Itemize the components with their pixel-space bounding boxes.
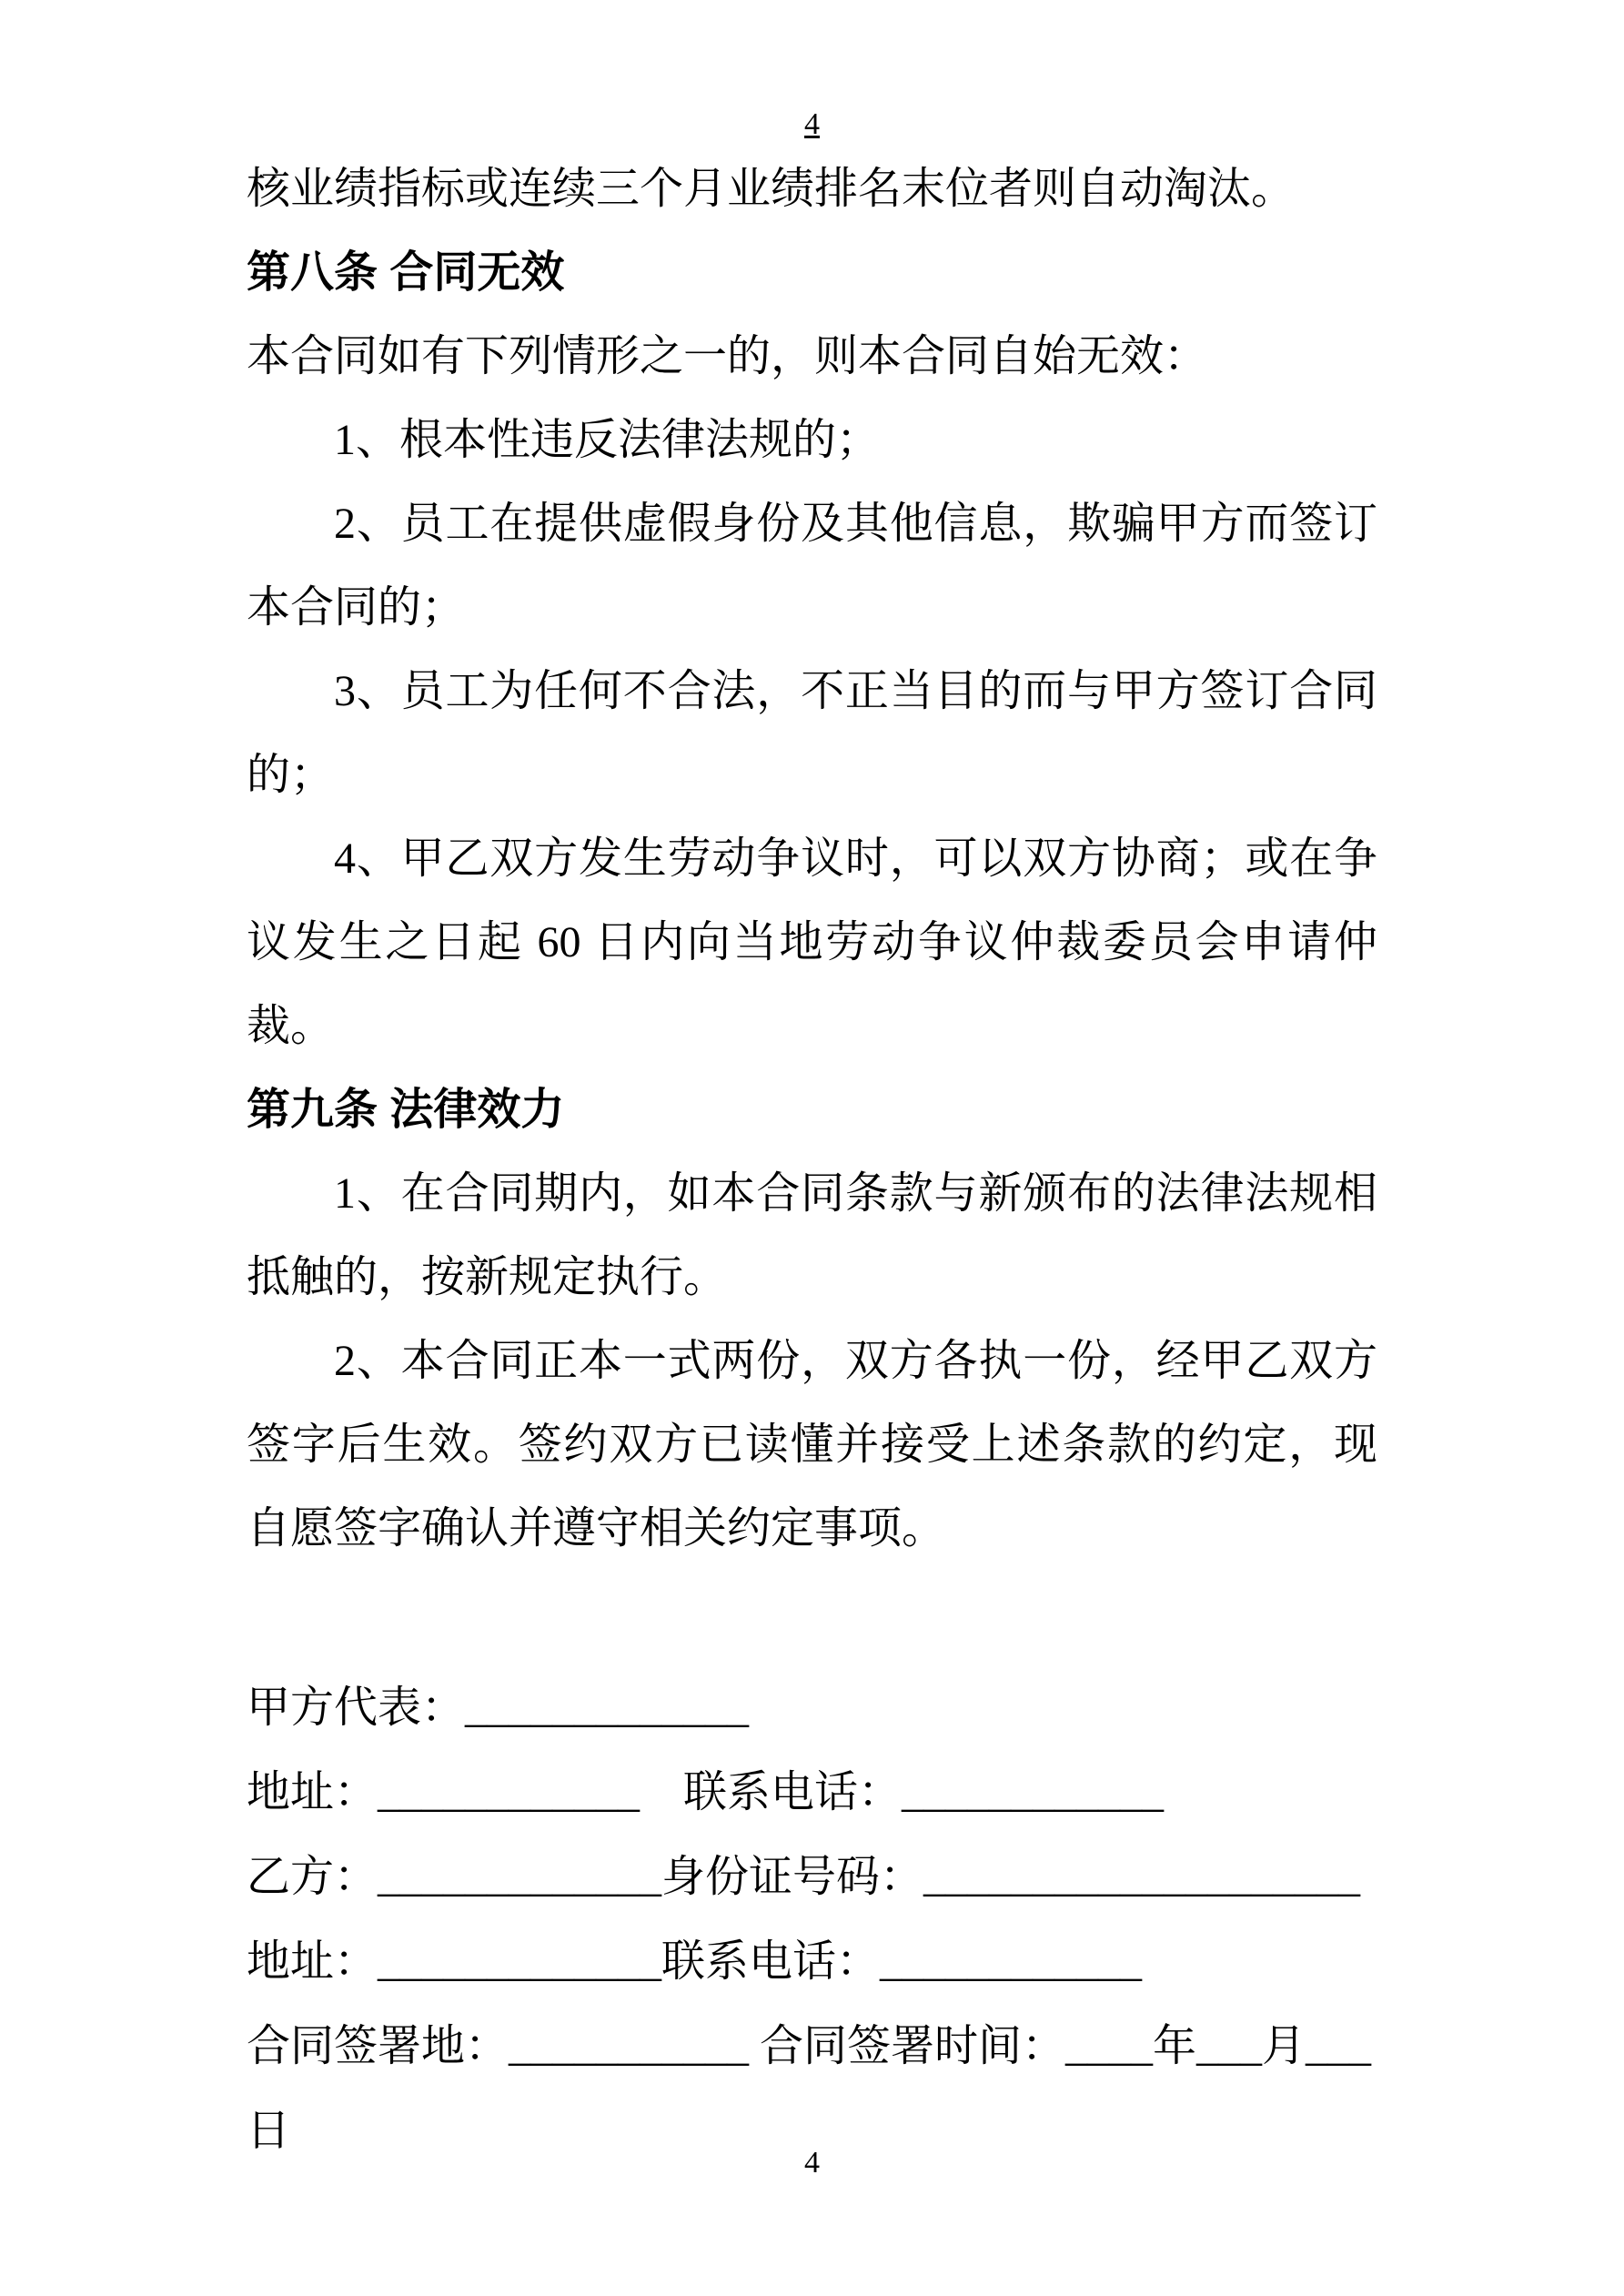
list-item-invalid-2: 2、员工在提供虚假身份及其他信息，欺骗甲方而签订本合同的；	[247, 500, 1377, 632]
signature-line-party-b-id: 乙方：_____________身份证号码：____________________	[247, 1853, 1361, 1901]
section-heading-article-9: 第九条 法律效力	[247, 1086, 565, 1134]
signature-line-party-a-representative: 甲方代表：_____________	[247, 1684, 750, 1732]
signature-block	[247, 1665, 1377, 2173]
list-item-legal-2: 2、本合同正本一式两份，双方各执一份，经甲乙双方签字后生效。签约双方已读懂并接受上述条款的约定，现自愿签字确认并遵守相关约定事项。	[247, 1337, 1377, 1553]
signature-line-party-b-address-phone: 地址：_____________联系电话：____________	[247, 1937, 1143, 1986]
paragraph-invalid-intro: 本合同如有下列情形之一的，则本合同自始无效：	[247, 332, 1208, 380]
list-item-invalid-4: 4、甲乙双方发生劳动争议时，可以双方协商；或在争议发生之日起 60 日内向当地劳动争议仲裁委员会申请仲裁。	[247, 834, 1377, 1050]
list-item-invalid-1: 1、根本性违反法律法规的；	[334, 416, 881, 464]
paragraph-performance-elimination: 核业绩指标或连续三个月业绩排名末位者则自动淘汰。	[247, 165, 1296, 213]
page-number-bottom: 4	[804, 2146, 820, 2180]
signature-line-place-and-date: 合同签署地：___________ 合同签署时间：____年___月___日	[247, 2022, 1372, 2155]
list-item-legal-1: 1、在合同期内，如本合同条款与新颁布的法律法规相抵触的，按新规定执行。	[247, 1169, 1377, 1301]
list-item-invalid-3: 3、员工为任何不合法，不正当目的而与甲方签订合同的；	[247, 667, 1377, 799]
page-number-top: 4	[804, 107, 820, 141]
contract-content	[247, 147, 1377, 2173]
section-heading-article-8: 第八条 合同无效	[247, 248, 565, 297]
signature-line-party-a-address-phone: 地址：____________ 联系电话：____________	[247, 1768, 1165, 1816]
